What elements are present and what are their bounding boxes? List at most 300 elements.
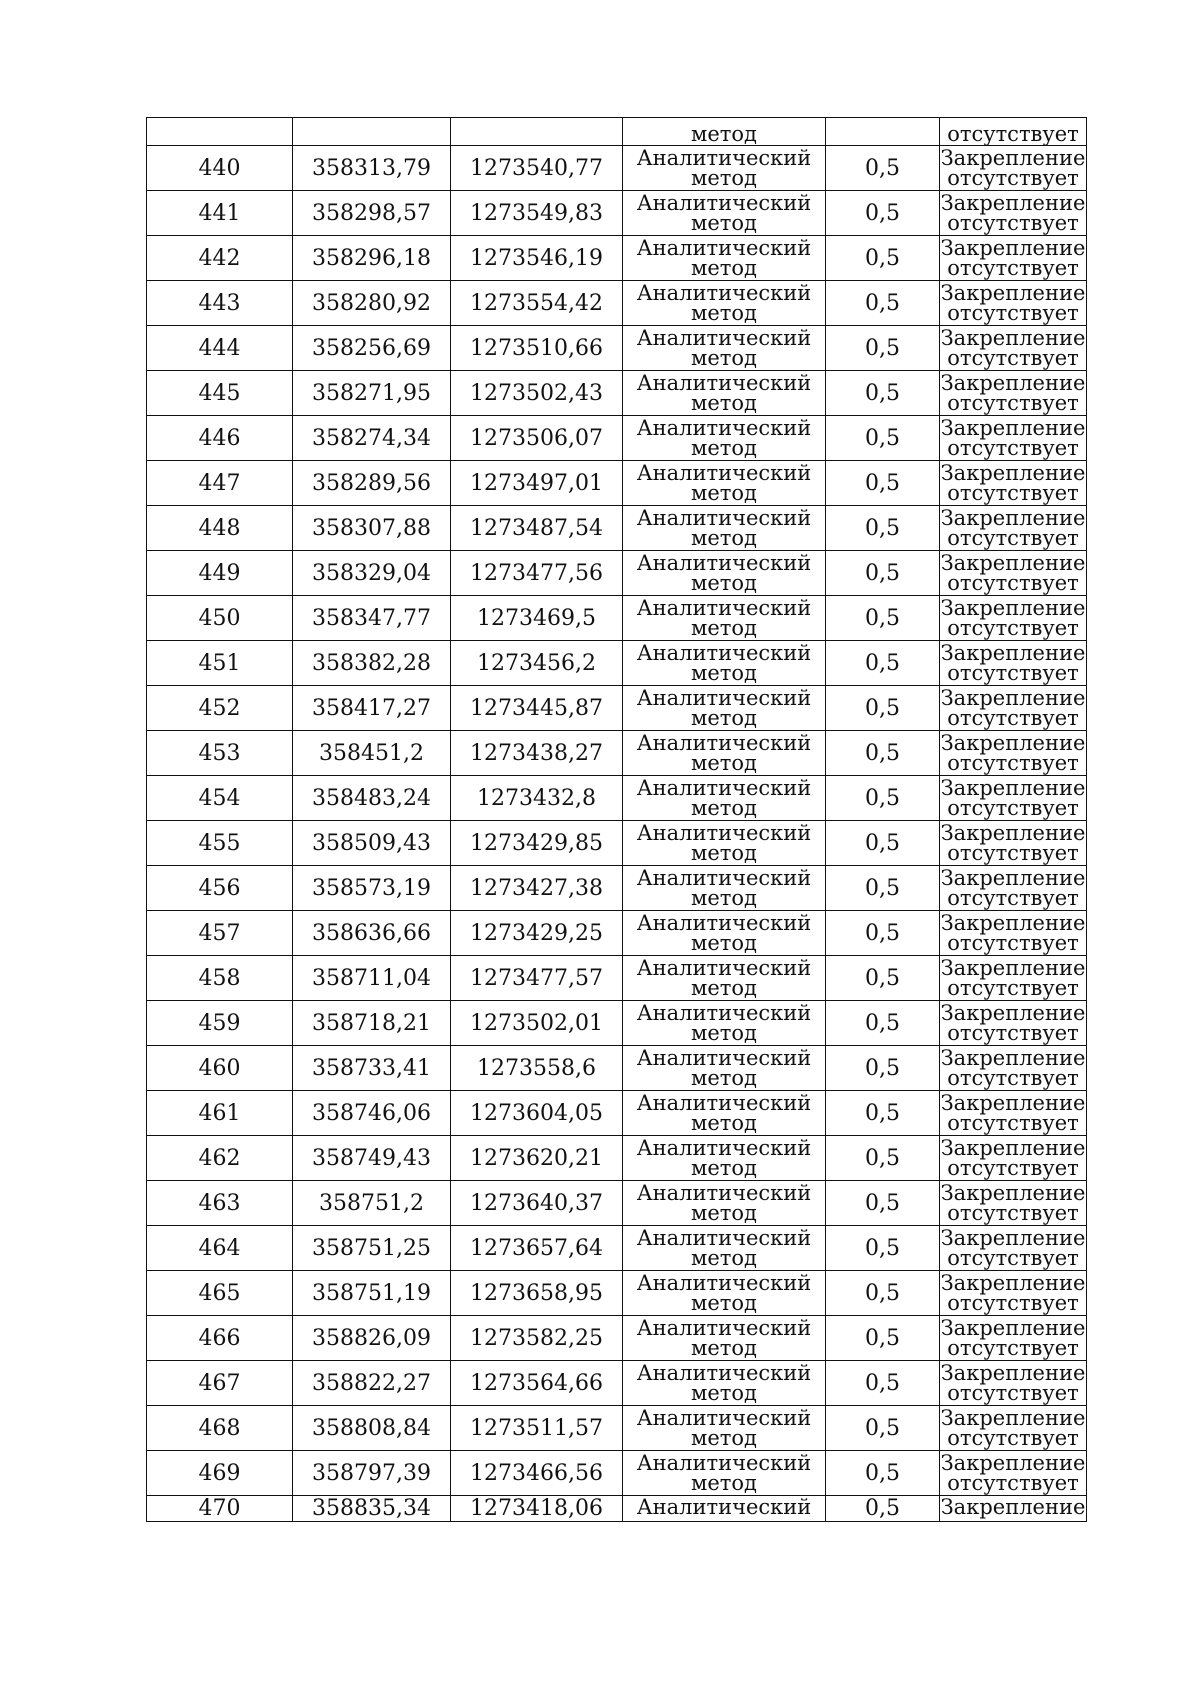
y-coordinate-cell: [451, 1226, 623, 1271]
point-number-cell: [147, 551, 293, 596]
table-row: [147, 1181, 1087, 1226]
table-row: [147, 326, 1087, 371]
fixing-line-2: отсутствует: [947, 1381, 1079, 1405]
point-number-cell: [147, 866, 293, 911]
fixing-line-2: отсутствует: [947, 211, 1079, 235]
table-row: [147, 866, 1087, 911]
table-row: [147, 461, 1087, 506]
x-coordinate: 358822,27: [312, 1370, 431, 1396]
table-row-continued: [147, 118, 1087, 146]
point-number-cell: [147, 236, 293, 281]
y-coordinate-cell: [451, 1451, 623, 1496]
y-coordinate: 1273469,5: [477, 605, 596, 631]
y-coordinate: 1273429,85: [470, 830, 603, 856]
fixing-line-2: отсутствует: [947, 661, 1079, 685]
fixing-line-2: отсутствует: [947, 301, 1079, 325]
method-line-1: Аналитический: [636, 371, 812, 395]
y-coordinate: 1273427,38: [470, 875, 603, 901]
x-coordinate-cell: [293, 821, 451, 866]
point-number-cell: [147, 1271, 293, 1316]
x-coordinate: 358417,27: [312, 695, 431, 721]
fixing-line-1: Закрепление: [940, 1271, 1086, 1295]
y-coordinate-cell: [451, 686, 623, 731]
method-cell: [623, 461, 826, 506]
accuracy-cell: [826, 866, 940, 911]
method-line-1: Аналитический: [636, 686, 812, 710]
y-coordinate: 1273558,6: [477, 1055, 596, 1081]
x-coordinate: 358746,06: [312, 1100, 431, 1126]
y-coordinate: 1273604,05: [470, 1100, 603, 1126]
method-line-2: метод: [691, 1066, 757, 1090]
x-coordinate: 358451,2: [319, 740, 424, 766]
accuracy-value: 0,5: [865, 785, 900, 811]
x-coordinate-cell: [293, 596, 451, 641]
accuracy-cell: [826, 776, 940, 821]
fixing-line-2: отсутствует: [947, 616, 1079, 640]
point-number-cell: [147, 1451, 293, 1496]
y-coordinate-cell: [451, 236, 623, 281]
accuracy-value: 0,5: [865, 695, 900, 721]
y-coordinate: 1273456,2: [477, 650, 596, 676]
x-coordinate: 358382,28: [312, 650, 431, 676]
point-number-cell: [147, 191, 293, 236]
fixing-line-1: Закрепление: [940, 1361, 1086, 1385]
fixing-cell: [940, 146, 1087, 191]
method-cell: [623, 1406, 826, 1451]
fixing-line-2: отсутствует: [947, 931, 1079, 955]
table-row: [147, 1136, 1087, 1181]
point-number: 453: [198, 740, 241, 766]
x-coordinate-cell: [293, 1451, 451, 1496]
fixing-line-1: Закрепление: [940, 731, 1086, 755]
table-row: [147, 506, 1087, 551]
fixing-line-1: Закрепление: [940, 1181, 1086, 1205]
y-coordinate-cell: [451, 1181, 623, 1226]
fixing-line-2: отсутствует: [947, 1156, 1079, 1180]
method-line-2: метод: [691, 1201, 757, 1225]
fixing-line-2: отсутствует: [947, 841, 1079, 865]
fixing-line-1: Закрепление: [940, 1136, 1086, 1160]
method-line-1: Аналитический: [636, 1181, 812, 1205]
y-coordinate-cell: [451, 118, 623, 146]
fixing-cell: [940, 371, 1087, 416]
fixing-line-1: Закрепление: [940, 371, 1086, 395]
method-cell: [623, 371, 826, 416]
y-coordinate: 1273502,43: [470, 380, 603, 406]
fixing-cell: [940, 911, 1087, 956]
method-line-2: метод: [691, 346, 757, 370]
point-number: 459: [198, 1010, 241, 1036]
method-line-2: метод: [691, 1381, 757, 1405]
fixing-line-1: Закрепление: [940, 911, 1086, 935]
fixing-line-1: Закрепление: [940, 461, 1086, 485]
point-number: 448: [198, 515, 241, 541]
fixing-cell: [940, 641, 1087, 686]
accuracy-cell: [826, 551, 940, 596]
method-line-2: метод: [691, 391, 757, 415]
method-line-2: метод: [691, 751, 757, 775]
accuracy-value: 0,5: [865, 875, 900, 901]
method-line-2: метод: [691, 571, 757, 595]
fixing-line-2: отсутствует: [947, 1291, 1079, 1315]
y-coordinate-cell: [451, 281, 623, 326]
method-cell: [623, 551, 826, 596]
method-cell: [623, 191, 826, 236]
table-row: [147, 731, 1087, 776]
fixing-line-1: Закрепление: [940, 596, 1086, 620]
x-coordinate: 358280,92: [312, 290, 431, 316]
x-coordinate: 358636,66: [312, 920, 431, 946]
y-coordinate-cell: [451, 146, 623, 191]
accuracy-value: 0,5: [865, 1235, 900, 1261]
accuracy-cell: [826, 236, 940, 281]
method-line-1: Аналитический: [636, 1226, 812, 1250]
y-coordinate-cell: [451, 551, 623, 596]
point-number-cell: [147, 686, 293, 731]
point-number-cell: [147, 596, 293, 641]
x-coordinate: 358797,39: [312, 1460, 431, 1486]
x-coordinate-cell: [293, 1046, 451, 1091]
fixing-line-2: отсутствует: [947, 1201, 1079, 1225]
method-line-2: метод: [691, 661, 757, 685]
point-number: 461: [198, 1100, 241, 1126]
method-cell: [623, 326, 826, 371]
method-line-1: Аналитический: [636, 551, 812, 575]
fixing-cell: [940, 191, 1087, 236]
y-coordinate-cell: [451, 506, 623, 551]
point-number-cell: [147, 281, 293, 326]
point-number: 452: [198, 695, 241, 721]
x-coordinate: 358573,19: [312, 875, 431, 901]
fixing-line-1: Закрепление: [940, 1495, 1086, 1519]
point-number: 446: [198, 425, 241, 451]
fixing-line-1: Закрепление: [940, 1046, 1086, 1070]
accuracy-value: 0,5: [865, 1010, 900, 1036]
y-coordinate: 1273546,19: [470, 245, 603, 271]
point-number-cell: [147, 1046, 293, 1091]
x-coordinate-cell: [293, 416, 451, 461]
method-cell: [623, 1091, 826, 1136]
method-line-2: метод: [691, 481, 757, 505]
accuracy-value: 0,5: [865, 200, 900, 226]
method-line-2: метод: [691, 256, 757, 280]
y-coordinate-cell: [451, 191, 623, 236]
y-coordinate: 1273429,25: [470, 920, 603, 946]
y-coordinate: 1273640,37: [470, 1190, 603, 1216]
x-coordinate: 358329,04: [312, 560, 431, 586]
table-row-cut: [147, 1496, 1087, 1522]
table-row: [147, 911, 1087, 956]
x-coordinate-cell: [293, 776, 451, 821]
method-line-2: метод: [691, 1291, 757, 1315]
x-coordinate-cell: [293, 371, 451, 416]
x-coordinate-cell: [293, 506, 451, 551]
x-coordinate-cell: [293, 641, 451, 686]
accuracy-cell: [826, 326, 940, 371]
accuracy-cell: [826, 686, 940, 731]
x-coordinate-cell: [293, 146, 451, 191]
accuracy-value: 0,5: [865, 335, 900, 361]
x-coordinate: 358298,57: [312, 200, 431, 226]
method-line-1: Аналитический: [636, 191, 812, 215]
table-row: [147, 1226, 1087, 1271]
fixing-line-1: Закрепление: [940, 776, 1086, 800]
point-number-cell: [147, 1181, 293, 1226]
fixing-line-1: Закрепление: [940, 326, 1086, 350]
x-coordinate-cell: [293, 551, 451, 596]
method-cell: [623, 1271, 826, 1316]
point-number-cell: [147, 1406, 293, 1451]
accuracy-value: 0,5: [865, 1055, 900, 1081]
table-row: [147, 686, 1087, 731]
accuracy-cell: [826, 1271, 940, 1316]
table-row: [147, 1271, 1087, 1316]
y-coordinate: 1273554,42: [470, 290, 603, 316]
y-coordinate-cell: [451, 1271, 623, 1316]
method-line-1: Аналитический: [636, 1451, 812, 1475]
method-line-1: Аналитический: [636, 866, 812, 890]
method-line-2: метод: [691, 301, 757, 325]
point-number: 451: [198, 650, 241, 676]
x-coordinate: 358347,77: [312, 605, 431, 631]
y-coordinate: 1273438,27: [470, 740, 603, 766]
fixing-line-2: отсутствует: [947, 796, 1079, 820]
y-coordinate-cell: [451, 326, 623, 371]
method-line-1: Аналитический: [636, 1271, 812, 1295]
y-coordinate: 1273582,25: [470, 1325, 603, 1351]
accuracy-cell: [826, 956, 940, 1001]
accuracy-value: 0,5: [865, 1460, 900, 1486]
fixing-line-1: Закрепление: [940, 821, 1086, 845]
fixing-line-2: отсутствует: [947, 1111, 1079, 1135]
fixing-cell: [940, 1046, 1087, 1091]
fixing-line-2: отсутствует: [947, 706, 1079, 730]
point-number-cell: [147, 641, 293, 686]
accuracy-value: 0,5: [865, 920, 900, 946]
y-coordinate-cell: [451, 866, 623, 911]
fixing-line-1: Закрепление: [940, 1406, 1086, 1430]
accuracy-value: 0,5: [865, 1496, 900, 1521]
fixing-cell: [940, 866, 1087, 911]
fixing-line-2: отсутствует: [947, 1246, 1079, 1270]
point-number: 464: [198, 1235, 241, 1261]
method-line-2: метод: [691, 931, 757, 955]
method-line-1: Аналитический: [636, 1046, 812, 1070]
y-coordinate-cell: [451, 731, 623, 776]
accuracy-cell: [826, 118, 940, 146]
method-cell: [623, 1136, 826, 1181]
method-cell: [623, 506, 826, 551]
fixing-line-1: Закрепление: [940, 686, 1086, 710]
table-row: [147, 1451, 1087, 1496]
accuracy-value: 0,5: [865, 605, 900, 631]
method-cell: [623, 731, 826, 776]
point-number-cell: [147, 1361, 293, 1406]
accuracy-cell: [826, 1496, 940, 1522]
accuracy-cell: [826, 596, 940, 641]
point-number-cell: [147, 776, 293, 821]
point-number-cell: [147, 1001, 293, 1046]
x-coordinate: 358296,18: [312, 245, 431, 271]
fixing-cell: [940, 551, 1087, 596]
x-coordinate-cell: [293, 1226, 451, 1271]
y-coordinate-cell: [451, 461, 623, 506]
table-row: [147, 146, 1087, 191]
fixing-line-2: отсутствует: [947, 1066, 1079, 1090]
y-coordinate: 1273502,01: [470, 1010, 603, 1036]
accuracy-cell: [826, 371, 940, 416]
y-coordinate: 1273466,56: [470, 1460, 603, 1486]
method-line-1: Аналитический: [636, 236, 812, 260]
x-coordinate: 358256,69: [312, 335, 431, 361]
point-number: 455: [198, 830, 241, 856]
fixing-line-1: Закрепление: [940, 416, 1086, 440]
method-cell: [623, 281, 826, 326]
y-coordinate-cell: [451, 371, 623, 416]
point-number: 467: [198, 1370, 241, 1396]
method-cell: [623, 596, 826, 641]
y-coordinate-cell: [451, 596, 623, 641]
fixing-cell: [940, 236, 1087, 281]
fixing-line-1: Закрепление: [940, 551, 1086, 575]
method-line-1: Аналитический: [636, 1001, 812, 1025]
method-line-2: метод: [691, 1246, 757, 1270]
y-coordinate-cell: [451, 1406, 623, 1451]
table-row: [147, 596, 1087, 641]
fixing-cell: [940, 821, 1087, 866]
accuracy-cell: [826, 1316, 940, 1361]
x-coordinate: 358289,56: [312, 470, 431, 496]
point-number-cell: [147, 1226, 293, 1271]
accuracy-value: 0,5: [865, 1370, 900, 1396]
accuracy-value: 0,5: [865, 290, 900, 316]
fixing-cell: [940, 281, 1087, 326]
y-coordinate-cell: [451, 1361, 623, 1406]
method-line-2: метод: [691, 1336, 757, 1360]
y-coordinate: 1273445,87: [470, 695, 603, 721]
x-coordinate: 358711,04: [312, 965, 431, 991]
y-coordinate-cell: [451, 1496, 623, 1522]
method-line-2: метод: [691, 1156, 757, 1180]
accuracy-value: 0,5: [865, 830, 900, 856]
accuracy-cell: [826, 641, 940, 686]
table-row: [147, 416, 1087, 461]
accuracy-value: 0,5: [865, 1280, 900, 1306]
accuracy-value: 0,5: [865, 1100, 900, 1126]
x-coordinate: 358749,43: [312, 1145, 431, 1171]
fixing-line-2: отсутствует: [947, 526, 1079, 550]
method-line-1: Аналитический: [636, 461, 812, 485]
accuracy-cell: [826, 1181, 940, 1226]
method-line-1: Аналитический: [636, 731, 812, 755]
fixing-line-2: отсутствует: [947, 256, 1079, 280]
y-coordinate: 1273432,8: [477, 785, 596, 811]
method-cell: [623, 1001, 826, 1046]
x-coordinate: 358274,34: [312, 425, 431, 451]
y-coordinate-cell: [451, 821, 623, 866]
y-coordinate: 1273657,64: [470, 1235, 603, 1261]
fixing-cell: [940, 1451, 1087, 1496]
method-line-2: метод: [691, 1021, 757, 1045]
x-coordinate: 358733,41: [312, 1055, 431, 1081]
accuracy-value: 0,5: [865, 155, 900, 181]
method-line-1: Аналитический: [636, 1316, 812, 1340]
fixing-line-2: отсутствует: [947, 571, 1079, 595]
method-line-1: Аналитический: [636, 1136, 812, 1160]
accuracy-value: 0,5: [865, 1190, 900, 1216]
point-number: 450: [198, 605, 241, 631]
fixing-cell: [940, 1001, 1087, 1046]
x-coordinate-cell: [293, 731, 451, 776]
point-number: 457: [198, 920, 241, 946]
point-number: 447: [198, 470, 241, 496]
point-number: 445: [198, 380, 241, 406]
method-cell: [623, 1046, 826, 1091]
y-coordinate-cell: [451, 1316, 623, 1361]
accuracy-cell: [826, 1361, 940, 1406]
method-line-2: метод: [691, 841, 757, 865]
y-coordinate-cell: [451, 911, 623, 956]
x-coordinate: 358307,88: [312, 515, 431, 541]
fixing-cell: [940, 1181, 1087, 1226]
table-row: [147, 281, 1087, 326]
point-number: 469: [198, 1460, 241, 1486]
x-coordinate-cell: [293, 461, 451, 506]
fixing-line-1: Закрепление: [940, 866, 1086, 890]
x-coordinate-cell: [293, 1316, 451, 1361]
point-number-cell: [147, 1316, 293, 1361]
y-coordinate: 1273549,83: [470, 200, 603, 226]
accuracy-cell: [826, 146, 940, 191]
x-coordinate: 358751,19: [312, 1280, 431, 1306]
accuracy-value: 0,5: [865, 470, 900, 496]
y-coordinate: 1273506,07: [470, 425, 603, 451]
method-cell: [623, 146, 826, 191]
fixing-cell: [940, 1271, 1087, 1316]
fixing-line-1: Закрепление: [940, 281, 1086, 305]
accuracy-value: 0,5: [865, 245, 900, 271]
fixing-line-2: отсутствует: [947, 166, 1079, 190]
x-coordinate-cell: [293, 1091, 451, 1136]
x-coordinate: 358483,24: [312, 785, 431, 811]
method-cell: [623, 1181, 826, 1226]
point-number-cell: [147, 118, 293, 146]
accuracy-cell: [826, 461, 940, 506]
method-cell: [623, 776, 826, 821]
y-coordinate: 1273497,01: [470, 470, 603, 496]
point-number: 468: [198, 1415, 241, 1441]
accuracy-value: 0,5: [865, 740, 900, 766]
method-line-1: Аналитический: [636, 911, 812, 935]
point-number: 460: [198, 1055, 241, 1081]
fixing-line-1: Закрепление: [940, 236, 1086, 260]
fixing-cell: [940, 326, 1087, 371]
method-line-2: метод: [691, 1426, 757, 1450]
fixing-cell: отсутствует: [940, 118, 1087, 146]
method-line-2: метод: [691, 436, 757, 460]
table-row: [147, 821, 1087, 866]
y-coordinate: 1273620,21: [470, 1145, 603, 1171]
x-coordinate: 358509,43: [312, 830, 431, 856]
method-line-2: метод: [691, 211, 757, 235]
point-number-cell: [147, 1496, 293, 1522]
method-cell: [623, 236, 826, 281]
coordinates-table: [146, 117, 1087, 1522]
method-cell: [623, 686, 826, 731]
fixing-line-2: отсутствует: [947, 1426, 1079, 1450]
fixing-line-2: отсутствует: [947, 1021, 1079, 1045]
x-coordinate-cell: [293, 1001, 451, 1046]
